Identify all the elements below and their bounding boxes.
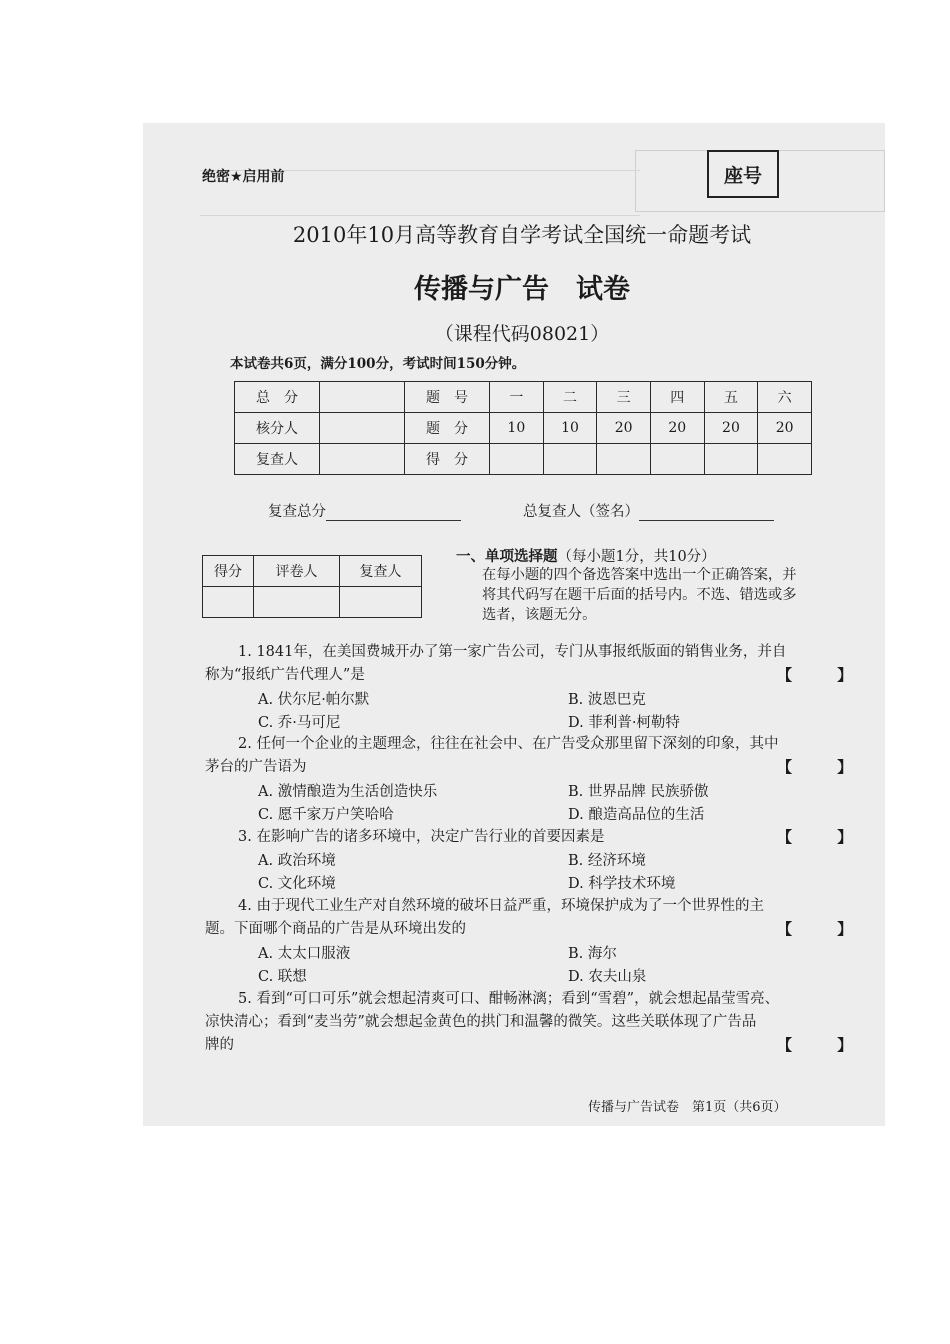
question-line: 牌的: [205, 1037, 234, 1053]
score-table-cell: [543, 444, 597, 475]
question-stem: [205, 826, 845, 849]
answer-bracket: 【 】: [777, 1036, 853, 1054]
score-table-cell: 一: [490, 382, 544, 413]
intro-text: 本试卷共6页，满分100分，考试时间150分钟。: [230, 356, 526, 372]
score-table-cell: [704, 444, 758, 475]
score-table-cell: [650, 444, 704, 475]
page-footer: 传播与广告试卷 第1页（共6页）: [588, 1100, 787, 1115]
exam-title: 2010年10月高等教育自学考试全国统一命题考试: [292, 223, 752, 247]
review-signature-line: [639, 506, 774, 521]
answer-bracket: 【 】: [777, 920, 853, 938]
instruction-line: 选者，该题无分。: [482, 607, 597, 623]
option-b: B. 波恩巴克: [568, 692, 646, 708]
score-table-cell: 六: [758, 382, 812, 413]
option-d: D. 菲利普·柯勒特: [568, 715, 680, 731]
score-table-cell: 10: [490, 413, 544, 444]
review-total-label: 复查总分: [268, 504, 326, 520]
question-line: 称为“报纸广告代理人”是: [205, 667, 365, 683]
option-b: B. 经济环境: [568, 853, 646, 869]
score-table-cell: [597, 444, 651, 475]
score-table-cell: 20: [704, 413, 758, 444]
option-d: D. 酿造高品位的生活: [568, 807, 705, 823]
seat-number-box: [707, 150, 779, 198]
option-c: C. 乔·马可尼: [258, 715, 341, 731]
option-d: D. 科学技术环境: [568, 876, 676, 892]
option-c: C. 文化环境: [258, 876, 336, 892]
question-stem: [205, 641, 845, 687]
grader-table: [202, 555, 422, 618]
score-table: [234, 381, 812, 475]
score-table-cell: [490, 444, 544, 475]
score-table-cell: [320, 444, 405, 475]
score-table-cell: 二: [543, 382, 597, 413]
seat-label: 座号: [723, 164, 762, 187]
question-stem: [205, 733, 845, 779]
grader-table-header: 复查人: [340, 556, 422, 587]
paper-title: 传播与广告 试卷: [414, 274, 630, 305]
option-c: C. 愿千家万户笑哈哈: [258, 807, 394, 823]
score-table-cell: 10: [543, 413, 597, 444]
review-total-line: [326, 506, 461, 521]
score-table-cell: 题 分: [405, 413, 490, 444]
score-table-cell: 复查人: [235, 444, 320, 475]
question-stem: [205, 988, 845, 1057]
course-code: （课程代码08021）: [434, 323, 610, 345]
option-a: A. 太太口服液: [258, 946, 351, 962]
option-c: C. 联想: [258, 969, 307, 985]
review-signature-label: 总复查人（签名）: [523, 504, 639, 520]
score-table-cell: 20: [758, 413, 812, 444]
score-table-cell: 总 分: [235, 382, 320, 413]
score-table-cell: [320, 382, 405, 413]
score-table-cell: 20: [650, 413, 704, 444]
score-table-cell: 题 号: [405, 382, 490, 413]
question-line: 5. 看到“可口可乐”就会想起清爽可口、酣畅淋漓；看到“雪碧”，就会想起晶莹雪亮、: [238, 991, 780, 1007]
section-instructions: [482, 565, 797, 625]
question-stem: [205, 895, 845, 941]
option-a: A. 激情酿造为生活创造快乐: [258, 784, 438, 800]
option-b: B. 世界品牌 民族骄傲: [568, 784, 709, 800]
score-table-cell: 五: [704, 382, 758, 413]
answer-bracket: 【 】: [777, 666, 853, 684]
question-line: 凉快清心；看到“麦当劳”就会想起金黄色的拱门和温馨的微笑。这些关联体现了广告品: [205, 1014, 757, 1030]
grader-table-cell: [254, 587, 340, 618]
secret-label: 绝密★启用前: [202, 169, 285, 185]
option-d: D. 农夫山泉: [568, 969, 647, 985]
question-line: 4. 由于现代工业生产对自然环境的破坏日益严重，环境保护成为了一个世界性的主: [238, 898, 764, 914]
section-points: （每小题1分，共10分）: [557, 549, 716, 565]
question-line: 题。下面哪个商品的广告是从环境出发的: [205, 921, 466, 937]
grader-table-header: 得分: [203, 556, 254, 587]
answer-bracket: 【 】: [777, 828, 853, 846]
grader-table-header: 评卷人: [254, 556, 340, 587]
answer-bracket: 【 】: [777, 758, 853, 776]
question-line: 2. 任何一个企业的主题理念，往往在社会中、在广告受众那里留下深刻的印象，其中: [238, 736, 779, 752]
instruction-line: 在每小题的四个备选答案中选出一个正确答案，并: [482, 567, 797, 583]
instruction-line: 将其代码写在题干后面的括号内。不选、错选或多: [482, 587, 797, 603]
option-b: B. 海尔: [568, 946, 617, 962]
review-total: [268, 500, 461, 521]
score-table-cell: 得 分: [405, 444, 490, 475]
section-heading: [456, 545, 716, 566]
score-table-cell: 20: [597, 413, 651, 444]
question-line: 茅台的广告语为: [205, 759, 307, 775]
grader-table-cell: [203, 587, 254, 618]
question-line: 1. 1841年，在美国费城开办了第一家广告公司，专门从事报纸版面的销售业务，并自: [238, 644, 787, 660]
option-a: A. 伏尔尼·帕尔默: [258, 692, 370, 708]
score-table-cell: [320, 413, 405, 444]
score-table-cell: 四: [650, 382, 704, 413]
question-line: 3. 在影响广告的诸多环境中，决定广告行业的首要因素是: [238, 829, 605, 845]
grader-table-cell: [340, 587, 422, 618]
score-table-cell: [758, 444, 812, 475]
option-a: A. 政治环境: [258, 853, 336, 869]
review-signature: [523, 500, 774, 521]
section-title: 一、单项选择题: [456, 549, 558, 565]
score-table-cell: 核分人: [235, 413, 320, 444]
score-table-cell: 三: [597, 382, 651, 413]
